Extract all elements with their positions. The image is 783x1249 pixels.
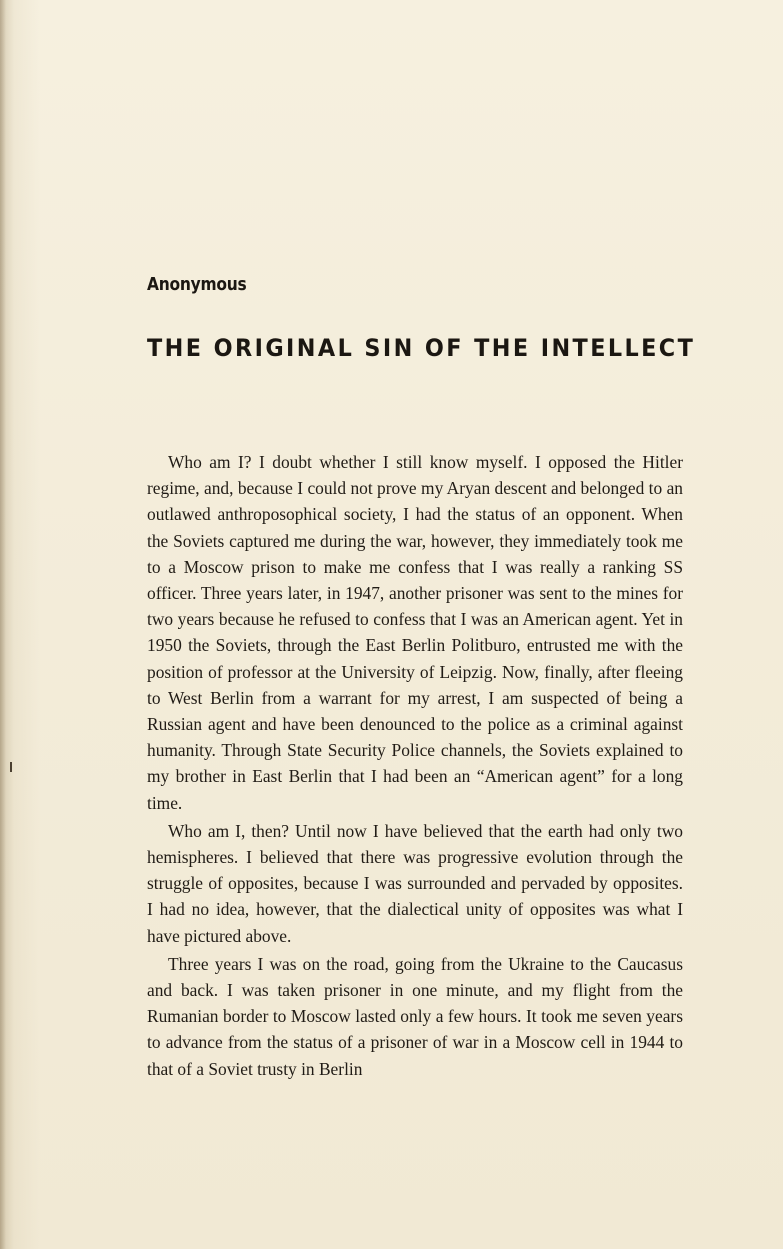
paragraph: Who am I? I doubt whether I still know myself. I opposed the Hitler regime, and, because I could not prove my Aryan descent and belonged to an outlawed anthroposophical society, I had the status of an opponent. When the Soviets captured me during the war, however, they immediately took me to a Moscow prison to make me confess that I was really a ranking SS officer. Three years later, in 1947, another prisoner was sent to the mines for two years because he refused to confess that I was an American agent. Yet in 1950 the Soviets, through the East Berlin Politburo, entrusted me with the position of professor at the University of Leipzig. Now, finally, after fleeing to West Berlin from a warrant for my arrest, I am suspected of being a Russian agent and have been denounced to the police as a criminal against humanity. Through State Security Police channels, the Soviets explained to my brother in East Berlin that I had been an “American agent” for a long time. (147, 452, 683, 813)
margin-mark (10, 762, 12, 772)
paragraph: Three years I was on the road, going from the Ukraine to the Caucasus and back. I was taken prisoner in one minute, and my flight from the Rumanian border to Moscow lasted only a few hours. It took me seven years to advance from the status of a prisoner of war in a Moscow cell in 1944 to that of a Soviet trusty in Berlin (147, 953, 683, 1079)
chapter-title: THE ORIGINAL SIN OF THE INTELLECT (147, 334, 696, 362)
author-name: Anonymous (147, 274, 247, 295)
paragraph: Who am I, then? Until now I have believed that the earth had only two hemispheres. I believed that there was progressive evolution through the struggle of opposites, because I was surrounded and pervaded by opposites. I had no idea, however, that the dialectical unity of opposites was what I have pictured above. (147, 820, 683, 946)
page-gutter-shadow (0, 0, 6, 1249)
body-text (147, 449, 683, 1082)
